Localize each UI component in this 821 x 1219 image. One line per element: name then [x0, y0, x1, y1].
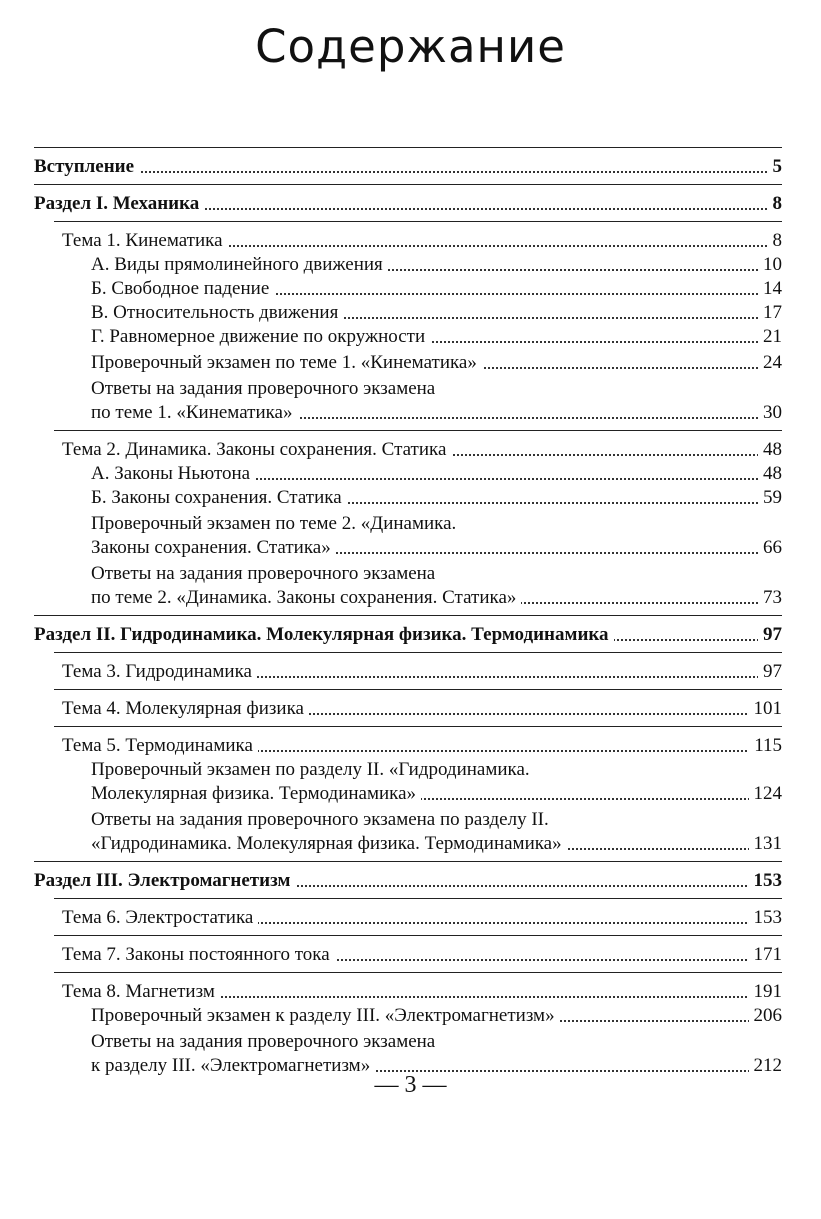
- toc-entry-t1: [34, 229, 782, 253]
- toc-entry-title: Раздел I. Механика: [34, 192, 204, 216]
- toc-entry-t8: [34, 980, 782, 1004]
- toc-entry-page: 212: [749, 1054, 783, 1078]
- toc-entry-title: А. Виды прямолинейного движения: [91, 253, 388, 277]
- toc-entry-t5: [34, 734, 782, 758]
- toc-entry-t1b: [34, 277, 782, 301]
- toc-entry-page: 115: [749, 734, 782, 758]
- toc-entry-page: 153: [749, 869, 783, 893]
- toc-entry-t5a1: [34, 758, 782, 782]
- toc-entry-t1d: [34, 325, 782, 349]
- toc-entry-title: к разделу III. «Электромагнетизм»: [91, 1054, 375, 1078]
- toc-entry-t8b1: [34, 1030, 782, 1054]
- toc-entry-page: 8: [768, 192, 783, 216]
- toc-entry-page: 5: [768, 155, 783, 179]
- toc-entry-page: 153: [749, 906, 783, 930]
- toc-entry-title: Вступление: [34, 155, 139, 179]
- toc-entry-page: 48: [758, 438, 782, 462]
- toc-entry-t2b: [34, 486, 782, 510]
- toc-entry-t5b2: [34, 832, 782, 856]
- toc-entry-title: Тема 6. Электростатика: [62, 906, 258, 930]
- toc-entry-page: 21: [758, 325, 782, 349]
- toc-entry-page: 191: [749, 980, 783, 1004]
- toc-entry-t1e: [34, 351, 782, 375]
- toc-entry-t4: [34, 697, 782, 721]
- toc-entry-page: 10: [758, 253, 782, 277]
- toc-entry-s2: [34, 623, 782, 647]
- toc-entry-title: Раздел III. Электромагнетизм: [34, 869, 295, 893]
- toc-entry-title: В. Относительность движения: [91, 301, 343, 325]
- toc-entry-page: 124: [749, 782, 783, 806]
- toc-entry-title: Законы сохранения. Статика»: [91, 536, 336, 560]
- toc-entry-t5b1: [34, 808, 782, 832]
- toc-entry-title: Ответы на задания проверочного экзамена: [91, 563, 436, 584]
- toc-entry-t7: [34, 943, 782, 967]
- toc-entry-title: «Гидродинамика. Молекулярная физика. Термодинамика»: [91, 832, 567, 856]
- toc-entry-page: 73: [758, 586, 782, 610]
- toc-entry-page: 17: [758, 301, 782, 325]
- toc-entry-title: Проверочный экзамен по теме 2. «Динамика.: [91, 513, 457, 534]
- toc-entry-title: Тема 5. Термодинамика: [62, 734, 258, 758]
- toc-entry-title: Тема 4. Молекулярная физика: [62, 697, 309, 721]
- toc-entry-t1c: [34, 301, 782, 325]
- toc-entry-t2c2: [34, 536, 782, 560]
- toc-entry-title: Тема 3. Гидродинамика: [62, 660, 257, 684]
- toc-entry-title: по теме 2. «Динамика. Законы сохранения. Статика»: [91, 586, 521, 610]
- toc-entry-title: Тема 1. Кинематика: [62, 229, 228, 253]
- page-title: Содержание: [255, 20, 566, 73]
- toc-entry-page: 97: [758, 623, 782, 647]
- table-of-contents: [34, 147, 782, 1078]
- toc-entry-t2: [34, 438, 782, 462]
- toc-entry-title: по теме 1. «Кинематика»: [91, 401, 298, 425]
- toc-entry-title: Молекулярная физика. Термодинамика»: [91, 782, 421, 806]
- toc-entry-title: Проверочный экзамен по разделу II. «Гидродинамика.: [91, 759, 530, 780]
- toc-entry-title: Проверочный экзамен по теме 1. «Кинематика»: [91, 351, 482, 375]
- toc-entry-title: Б. Законы сохранения. Статика: [91, 486, 347, 510]
- dot-leader: [34, 171, 782, 173]
- toc-entry-t6: [34, 906, 782, 930]
- toc-entry-intro: [34, 155, 782, 179]
- toc-entry-t1a: [34, 253, 782, 277]
- toc-entry-page: 59: [758, 486, 782, 510]
- page-number: — 3 —: [374, 1072, 447, 1098]
- toc-entry-title: Б. Свободное падение: [91, 277, 274, 301]
- toc-entry-title: Ответы на задания проверочного экзамена: [91, 378, 436, 399]
- toc-entry-title: А. Законы Ньютона: [91, 462, 255, 486]
- toc-entry-t3: [34, 660, 782, 684]
- toc-entry-t2a: [34, 462, 782, 486]
- toc-entry-t1f1: [34, 377, 782, 401]
- toc-entry-page: 30: [758, 401, 782, 425]
- toc-entry-title: Тема 7. Законы постоянного тока: [62, 943, 335, 967]
- toc-entry-s1: [34, 192, 782, 216]
- toc-entry-page: 14: [758, 277, 782, 301]
- toc-entry-page: 48: [758, 462, 782, 486]
- toc-entry-t2d2: [34, 586, 782, 610]
- toc-entry-title: Тема 8. Магнетизм: [62, 980, 220, 1004]
- toc-entry-page: 171: [749, 943, 783, 967]
- toc-entry-page: 8: [768, 229, 783, 253]
- toc-entry-t1f2: [34, 401, 782, 425]
- toc-entry-page: 97: [758, 660, 782, 684]
- toc-entry-title: Г. Равномерное движение по окружности: [91, 325, 430, 349]
- toc-entry-page: 66: [758, 536, 782, 560]
- toc-entry-title: Тема 2. Динамика. Законы сохранения. Статика: [62, 438, 451, 462]
- toc-entry-t5a2: [34, 782, 782, 806]
- toc-entry-s3: [34, 869, 782, 893]
- toc-entry-title: Проверочный экзамен к разделу III. «Электромагнетизм»: [91, 1004, 560, 1028]
- toc-entry-page: 131: [749, 832, 783, 856]
- toc-entry-t2d1: [34, 562, 782, 586]
- toc-entry-title: Раздел II. Гидродинамика. Молекулярная физика. Термодинамика: [34, 623, 614, 647]
- toc-entry-page: 24: [758, 351, 782, 375]
- toc-entry-title: Ответы на задания проверочного экзамена по разделу II.: [91, 809, 549, 830]
- toc-entry-t2c1: [34, 512, 782, 536]
- toc-entry-page: 101: [749, 697, 783, 721]
- toc-entry-page: 206: [749, 1004, 783, 1028]
- toc-entry-title: Ответы на задания проверочного экзамена: [91, 1031, 436, 1052]
- toc-entry-t8a: [34, 1004, 782, 1028]
